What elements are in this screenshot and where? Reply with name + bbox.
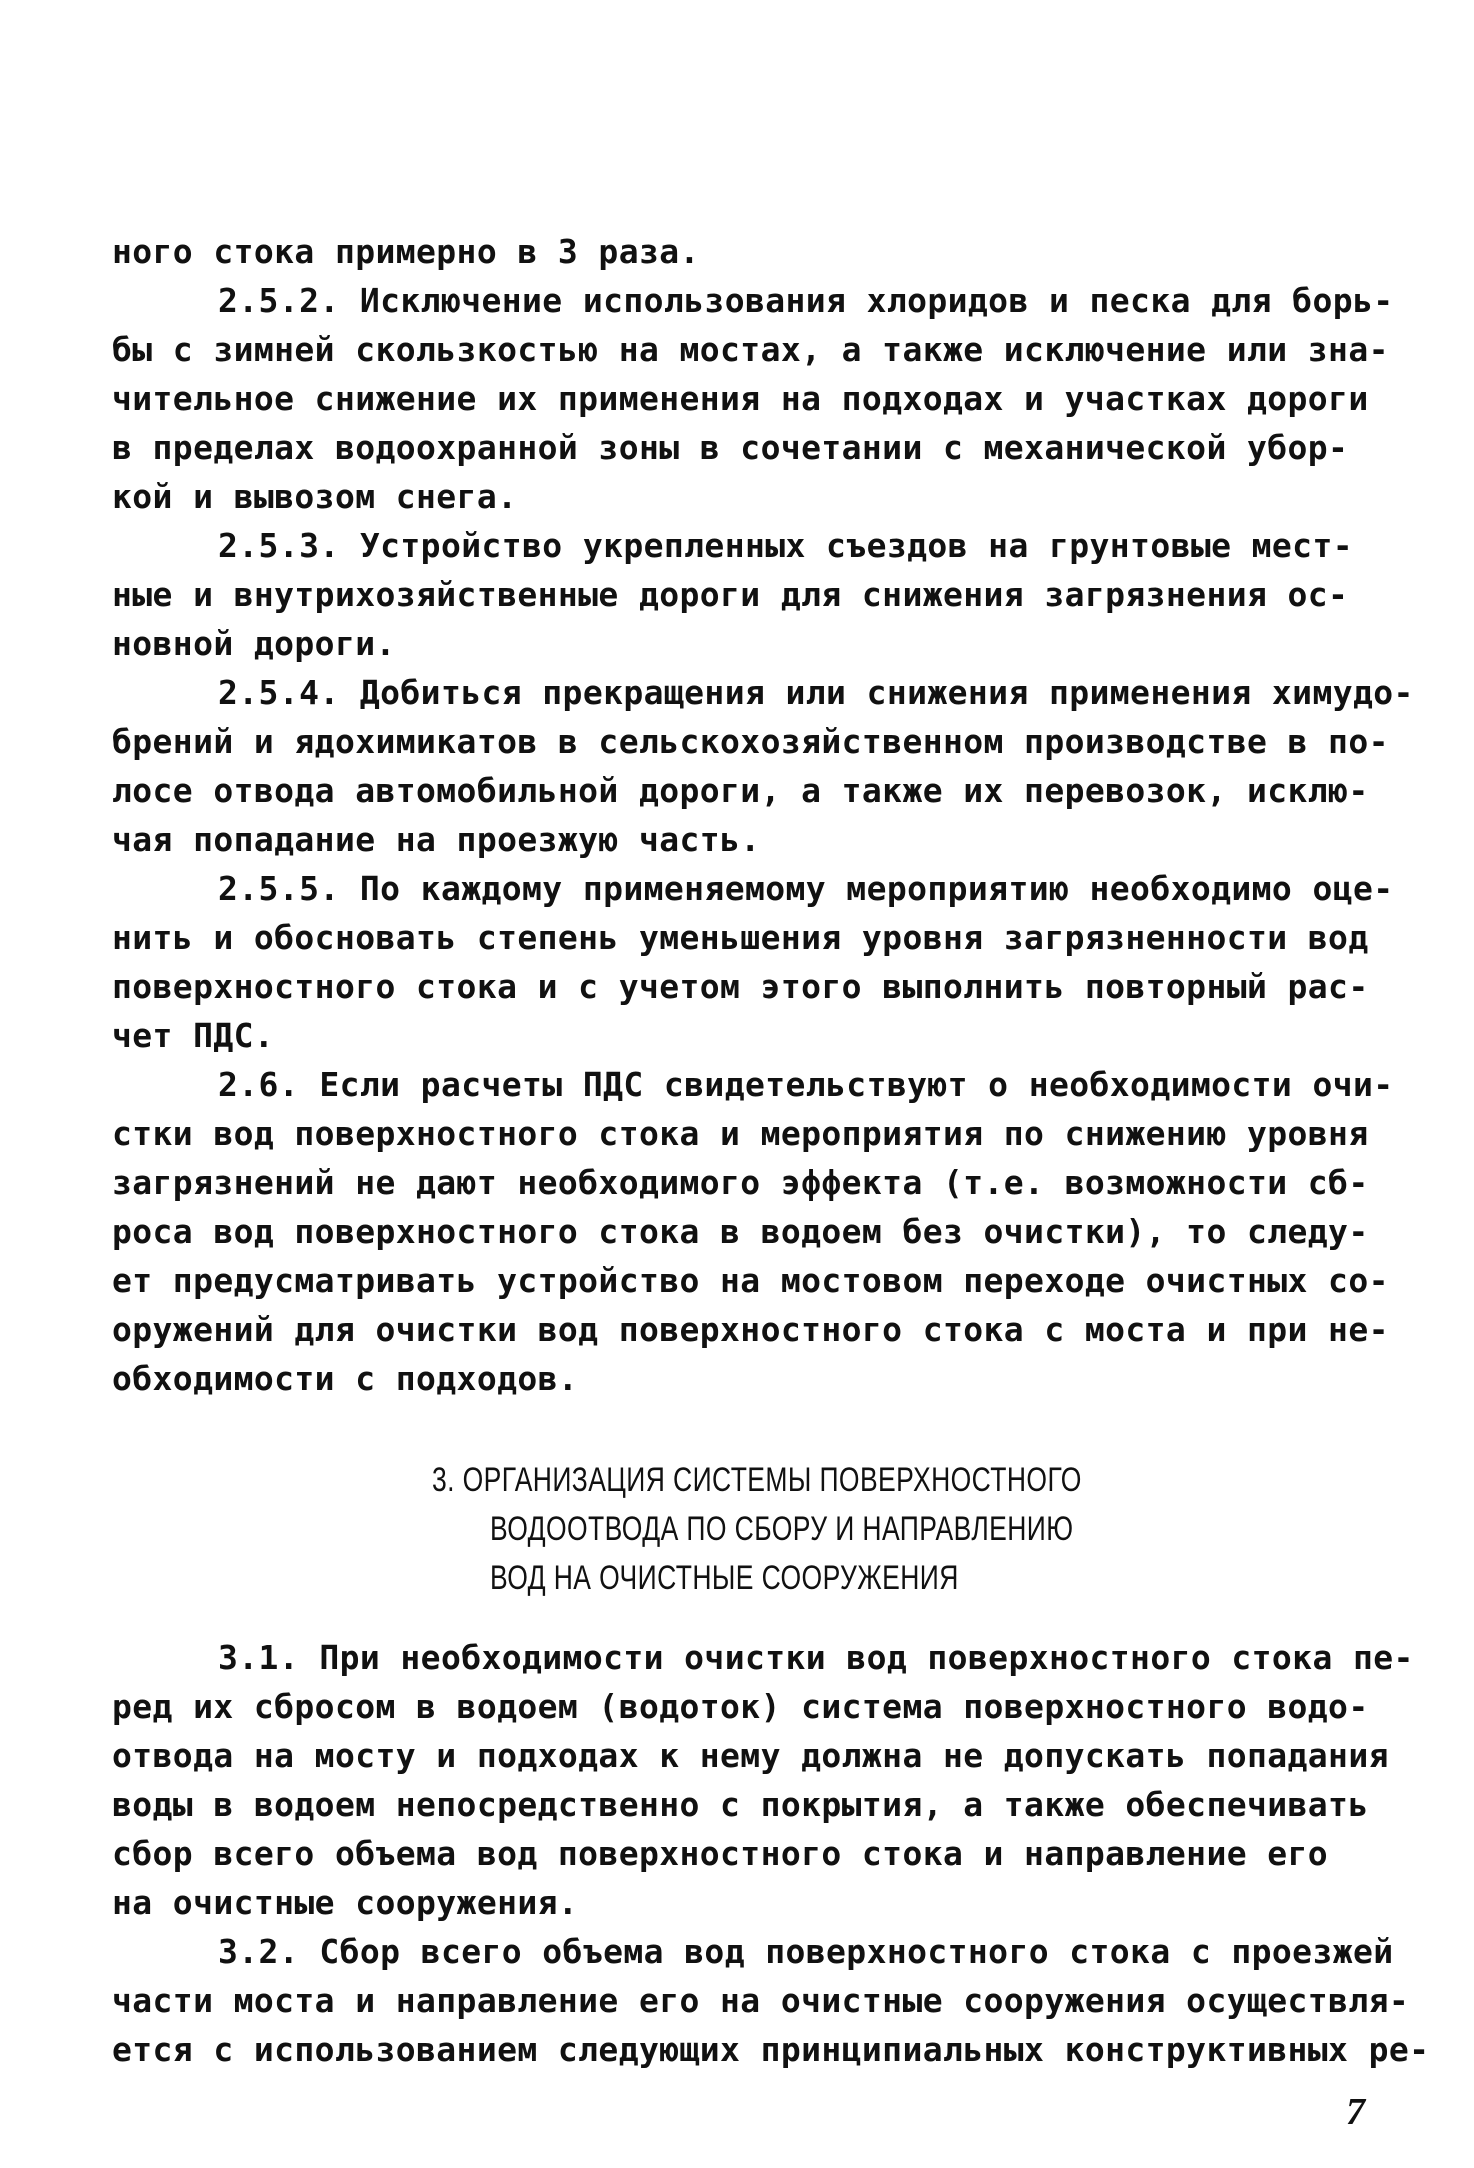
text-line: отвода на мосту и подходах к нему должна не допускать попадания — [112, 1736, 1389, 1775]
text-line: чая попадание на проезжую часть. — [112, 820, 761, 859]
text-line: кой и вывозом снега. — [112, 477, 518, 516]
text-line: новной дороги. — [112, 624, 396, 663]
text-line: части моста и направление его на очистные сооружения осуществля- — [112, 1981, 1410, 2020]
text-line: обходимости с подходов. — [112, 1359, 579, 1398]
text-line: поверхностного стока и с учетом этого выполнить повторный рас- — [112, 967, 1369, 1006]
text-line: бы с зимней скользкостью на мостах, а также исключение или зна- — [112, 330, 1389, 369]
text-line: сбор всего объема вод поверхностного стока и направление его — [112, 1834, 1329, 1873]
text-line: стки вод поверхностного стока и мероприятия по снижению уровня — [112, 1114, 1369, 1153]
section-heading: ВОДООТВОДА ПО СБОРУ И НАПРАВЛЕНИЮ — [490, 1510, 1074, 1548]
section-heading: 3. ОРГАНИЗАЦИЯ СИСТЕМЫ ПОВЕРХНОСТНОГО — [432, 1461, 1082, 1499]
text-line: 2.6. Если расчеты ПДС свидетельствуют о необходимости очи- — [218, 1065, 1394, 1104]
text-line: загрязнений не дают необходимого эффекта (т.е. возможности сб- — [112, 1163, 1369, 1202]
text-line: воды в водоем непосредственно с покрытия, а также обеспечивать — [112, 1785, 1369, 1824]
text-line: 3.1. При необходимости очистки вод поверхностного стока пе- — [218, 1638, 1414, 1677]
text-line: ред их сбросом в водоем (водоток) система поверхностного водо- — [112, 1687, 1369, 1726]
text-line: чительное снижение их применения на подходах и участках дороги — [112, 379, 1369, 418]
text-line: 2.5.3. Устройство укрепленных съездов на грунтовые мест- — [218, 526, 1353, 565]
text-line: 2.5.5. По каждому применяемому мероприятию необходимо оце- — [218, 869, 1394, 908]
text-line: чет ПДС. — [112, 1016, 275, 1055]
text-line: брений и ядохимикатов в сельскохозяйственном производстве в по- — [112, 722, 1389, 761]
text-line: лосе отвода автомобильной дороги, а также их перевозок, исклю- — [112, 771, 1369, 810]
text-line: в пределах водоохранной зоны в сочетании с механической убор- — [112, 428, 1349, 467]
text-line: ного стока примерно в 3 раза. — [112, 232, 700, 271]
page-number: 7 — [1346, 2091, 1365, 2133]
text-line: на очистные сооружения. — [112, 1883, 579, 1922]
text-line: 2.5.4. Добиться прекращения или снижения применения химудо- — [218, 673, 1414, 712]
text-line: ется с использованием следующих принципиальных конструктивных ре- — [112, 2030, 1430, 2069]
text-line: 2.5.2. Исключение использования хлоридов и песка для борь- — [218, 281, 1394, 320]
text-line: ет предусматривать устройство на мостовом переходе очистных со- — [112, 1261, 1389, 1300]
text-line: оружений для очистки вод поверхностного стока с моста и при не- — [112, 1310, 1389, 1349]
text-line: 3.2. Сбор всего объема вод поверхностного стока с проезжей — [218, 1932, 1394, 1971]
text-line: нить и обосновать степень уменьшения уровня загрязненности вод — [112, 918, 1369, 957]
text-line: роса вод поверхностного стока в водоем без очистки), то следу- — [112, 1212, 1369, 1251]
text-line: ные и внутрихозяйственные дороги для снижения загрязнения ос- — [112, 575, 1349, 614]
section-heading: ВОД НА ОЧИСТНЫЕ СООРУЖЕНИЯ — [490, 1559, 959, 1597]
